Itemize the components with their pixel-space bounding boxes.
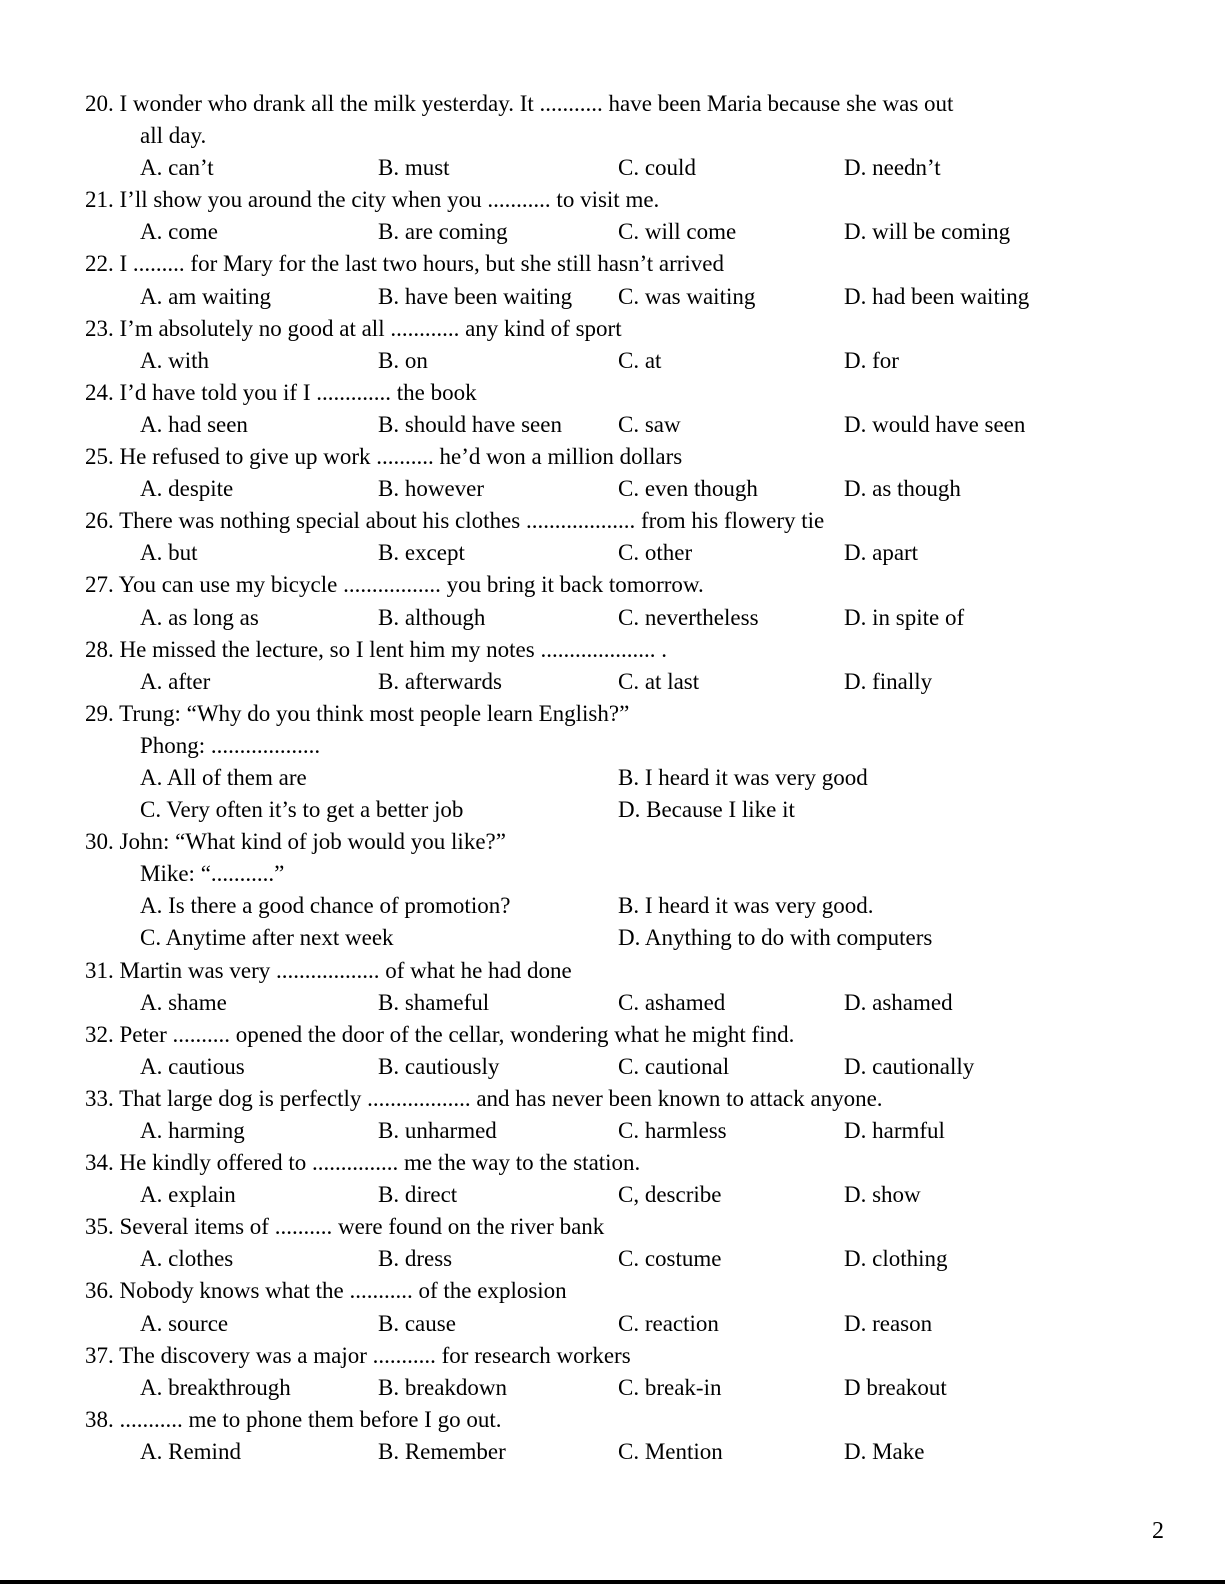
option-a: A. after xyxy=(140,668,211,694)
question-text: 33. That large dog is perfectly .................. and has never been known to attack anyone. xyxy=(85,1085,883,1111)
question-text-continuation: Phong: ................... xyxy=(140,732,321,758)
question-text: 32. Peter .......... opened the door of the cellar, wondering what he might find. xyxy=(85,1021,795,1047)
question-38 xyxy=(85,1404,1190,1468)
option-d: D. apart xyxy=(844,540,919,566)
option-b: B. dress xyxy=(378,1246,453,1272)
question-35 xyxy=(85,1211,1190,1275)
option-b: B. unharmed xyxy=(378,1118,497,1143)
question-33 xyxy=(85,1083,1190,1147)
question-text: 25. He refused to give up work .......... he’d won a million dollars xyxy=(85,444,683,470)
options-row xyxy=(140,281,1190,313)
options-row xyxy=(140,602,1190,634)
options-row xyxy=(140,794,1190,826)
option-c: C. reaction xyxy=(618,1310,719,1336)
question-text: 38. ........... me to phone them before I go out. xyxy=(85,1406,502,1432)
option-c: C. costume xyxy=(618,1246,722,1272)
options-row xyxy=(140,1372,1190,1404)
option-d: D. Make xyxy=(844,1438,925,1464)
option-a: A. come xyxy=(140,219,218,245)
option-c: C. even though xyxy=(618,476,758,502)
option-a: A. with xyxy=(140,347,209,373)
question-28 xyxy=(85,634,1190,698)
option-b: B. afterwards xyxy=(378,668,502,694)
question-list xyxy=(85,88,1190,1468)
option-c: C. was waiting xyxy=(618,283,756,309)
options-row xyxy=(140,1436,1190,1468)
question-30 xyxy=(85,826,1190,954)
question-text: 30. John: “What kind of job would you like?” xyxy=(85,829,506,855)
question-23 xyxy=(85,313,1190,377)
option-b: B. except xyxy=(378,540,465,566)
option-d: D. show xyxy=(844,1182,921,1208)
option-d: D. would have seen xyxy=(844,411,1026,437)
options-row xyxy=(140,473,1190,505)
option-d: D. in spite of xyxy=(844,604,965,630)
question-text-continuation: all day. xyxy=(140,123,207,149)
option-b: B. Remember xyxy=(378,1438,506,1464)
question-26 xyxy=(85,505,1190,569)
option-c: C. at last xyxy=(618,668,700,694)
question-29 xyxy=(85,698,1190,826)
options-row xyxy=(140,890,1190,922)
option-d: D. finally xyxy=(844,668,933,694)
question-text: 36. Nobody knows what the ........... of the explosion xyxy=(85,1278,567,1304)
option-b: B. must xyxy=(378,155,450,181)
options-row xyxy=(140,345,1190,377)
option-b: B. are coming xyxy=(378,219,508,245)
option-d: D. ashamed xyxy=(844,989,953,1015)
question-text: 34. He kindly offered to ............... me the way to the station. xyxy=(85,1150,641,1176)
option-a: A. explain xyxy=(140,1182,236,1208)
option-a: A. but xyxy=(140,540,198,566)
option-b: B. I heard it was very good. xyxy=(618,893,874,919)
option-c: C. other xyxy=(618,540,693,566)
question-27 xyxy=(85,569,1190,633)
question-36 xyxy=(85,1275,1190,1339)
option-c: C. nevertheless xyxy=(618,604,759,630)
question-32 xyxy=(85,1019,1190,1083)
option-b: B. on xyxy=(378,347,428,373)
question-text: 35. Several items of .......... were found on the river bank xyxy=(85,1214,605,1240)
question-text: 20. I wonder who drank all the milk yesterday. It ........... have been Maria because she was out xyxy=(85,91,954,116)
question-37 xyxy=(85,1340,1190,1404)
option-b: B. cautiously xyxy=(378,1053,500,1079)
option-b: B. although xyxy=(378,604,486,630)
options-row xyxy=(140,1308,1190,1340)
options-row xyxy=(140,762,1190,794)
question-text: 37. The discovery was a major ........... for research workers xyxy=(85,1342,631,1368)
option-c: C. Anytime after next week xyxy=(140,925,394,951)
option-a: A. shame xyxy=(140,989,227,1015)
options-row xyxy=(140,409,1190,441)
option-a: A. despite xyxy=(140,476,234,502)
option-a: A. Is there a good chance of promotion? xyxy=(140,893,511,919)
options-row xyxy=(140,1243,1190,1275)
option-a: A. had seen xyxy=(140,411,248,437)
question-text: 31. Martin was very .................. of what he had done xyxy=(85,957,572,983)
option-a: A. source xyxy=(140,1310,229,1336)
question-text: 23. I’m absolutely no good at all ............ any kind of sport xyxy=(85,315,622,341)
option-a: A. breakthrough xyxy=(140,1374,291,1400)
question-25 xyxy=(85,441,1190,505)
option-a: A. harming xyxy=(140,1118,245,1143)
options-row xyxy=(140,1115,1190,1147)
option-a: A. can’t xyxy=(140,155,214,181)
option-d: D. harmful xyxy=(844,1118,945,1143)
option-c: C. ashamed xyxy=(618,989,726,1015)
option-b: B. shameful xyxy=(378,989,490,1015)
question-text-continuation: Mike: “...........” xyxy=(140,861,285,887)
option-d: D. as though xyxy=(844,476,961,502)
option-b: B. breakdown xyxy=(378,1374,508,1400)
question-24 xyxy=(85,377,1190,441)
option-a: A. cautious xyxy=(140,1053,245,1079)
options-row xyxy=(140,987,1190,1019)
option-c: C, describe xyxy=(618,1182,722,1208)
option-d: D. will be coming xyxy=(844,219,1011,245)
question-text: 24. I’d have told you if I ............. the book xyxy=(85,379,477,405)
option-d: D. for xyxy=(844,347,899,373)
question-text: 21. I’ll show you around the city when you ........... to visit me. xyxy=(85,187,660,213)
option-b: B. I heard it was very good xyxy=(618,764,868,790)
question-text: 28. He missed the lecture, so I lent him my notes .................... . xyxy=(85,636,667,662)
options-row xyxy=(140,1051,1190,1083)
options-row xyxy=(140,537,1190,569)
option-a: A. am waiting xyxy=(140,283,271,309)
option-a: A. clothes xyxy=(140,1246,234,1272)
options-row xyxy=(140,1179,1190,1211)
question-text: 26. There was nothing special about his clothes ................... from his flowery tie xyxy=(85,508,825,534)
option-d: D. reason xyxy=(844,1310,933,1336)
option-a: A. as long as xyxy=(140,604,259,630)
question-20 xyxy=(85,88,1190,184)
option-b: B. cause xyxy=(378,1310,456,1336)
question-text: 29. Trung: “Why do you think most people learn English?” xyxy=(85,700,630,726)
option-c: C. break-in xyxy=(618,1374,722,1400)
question-text: 22. I ......... for Mary for the last two hours, but she still hasn’t arrived xyxy=(85,251,724,277)
options-row xyxy=(140,922,1190,954)
option-b: B. have been waiting xyxy=(378,283,573,309)
option-d: D. had been waiting xyxy=(844,283,1030,309)
options-row xyxy=(140,666,1190,698)
option-d: D breakout xyxy=(844,1374,947,1400)
option-b: B. however xyxy=(378,476,485,502)
option-b: B. should have seen xyxy=(378,411,562,437)
option-c: C. cautional xyxy=(618,1053,730,1079)
option-c: C. could xyxy=(618,155,696,181)
option-d: D. needn’t xyxy=(844,155,941,181)
option-c: C. saw xyxy=(618,411,681,437)
options-row xyxy=(140,216,1190,248)
option-c: C. will come xyxy=(618,219,737,245)
option-c: C. harmless xyxy=(618,1118,727,1143)
scan-border-line xyxy=(0,1580,1225,1584)
option-d: D. Because I like it xyxy=(618,797,795,823)
question-31 xyxy=(85,955,1190,1019)
question-22 xyxy=(85,248,1190,312)
option-a: A. Remind xyxy=(140,1438,241,1464)
option-d: D. Anything to do with computers xyxy=(618,925,933,951)
options-row xyxy=(140,152,1190,184)
page-number: 2 xyxy=(1152,1518,1164,1544)
question-21 xyxy=(85,184,1190,248)
option-c: C. at xyxy=(618,347,662,373)
option-d: D. cautionally xyxy=(844,1053,975,1079)
question-34 xyxy=(85,1147,1190,1211)
option-c: C. Very often it’s to get a better job xyxy=(140,797,464,823)
option-a: A. All of them are xyxy=(140,764,307,790)
question-text: 27. You can use my bicycle ................. you bring it back tomorrow. xyxy=(85,572,704,598)
option-b: B. direct xyxy=(378,1182,458,1208)
option-d: D. clothing xyxy=(844,1246,948,1272)
option-c: C. Mention xyxy=(618,1438,723,1464)
